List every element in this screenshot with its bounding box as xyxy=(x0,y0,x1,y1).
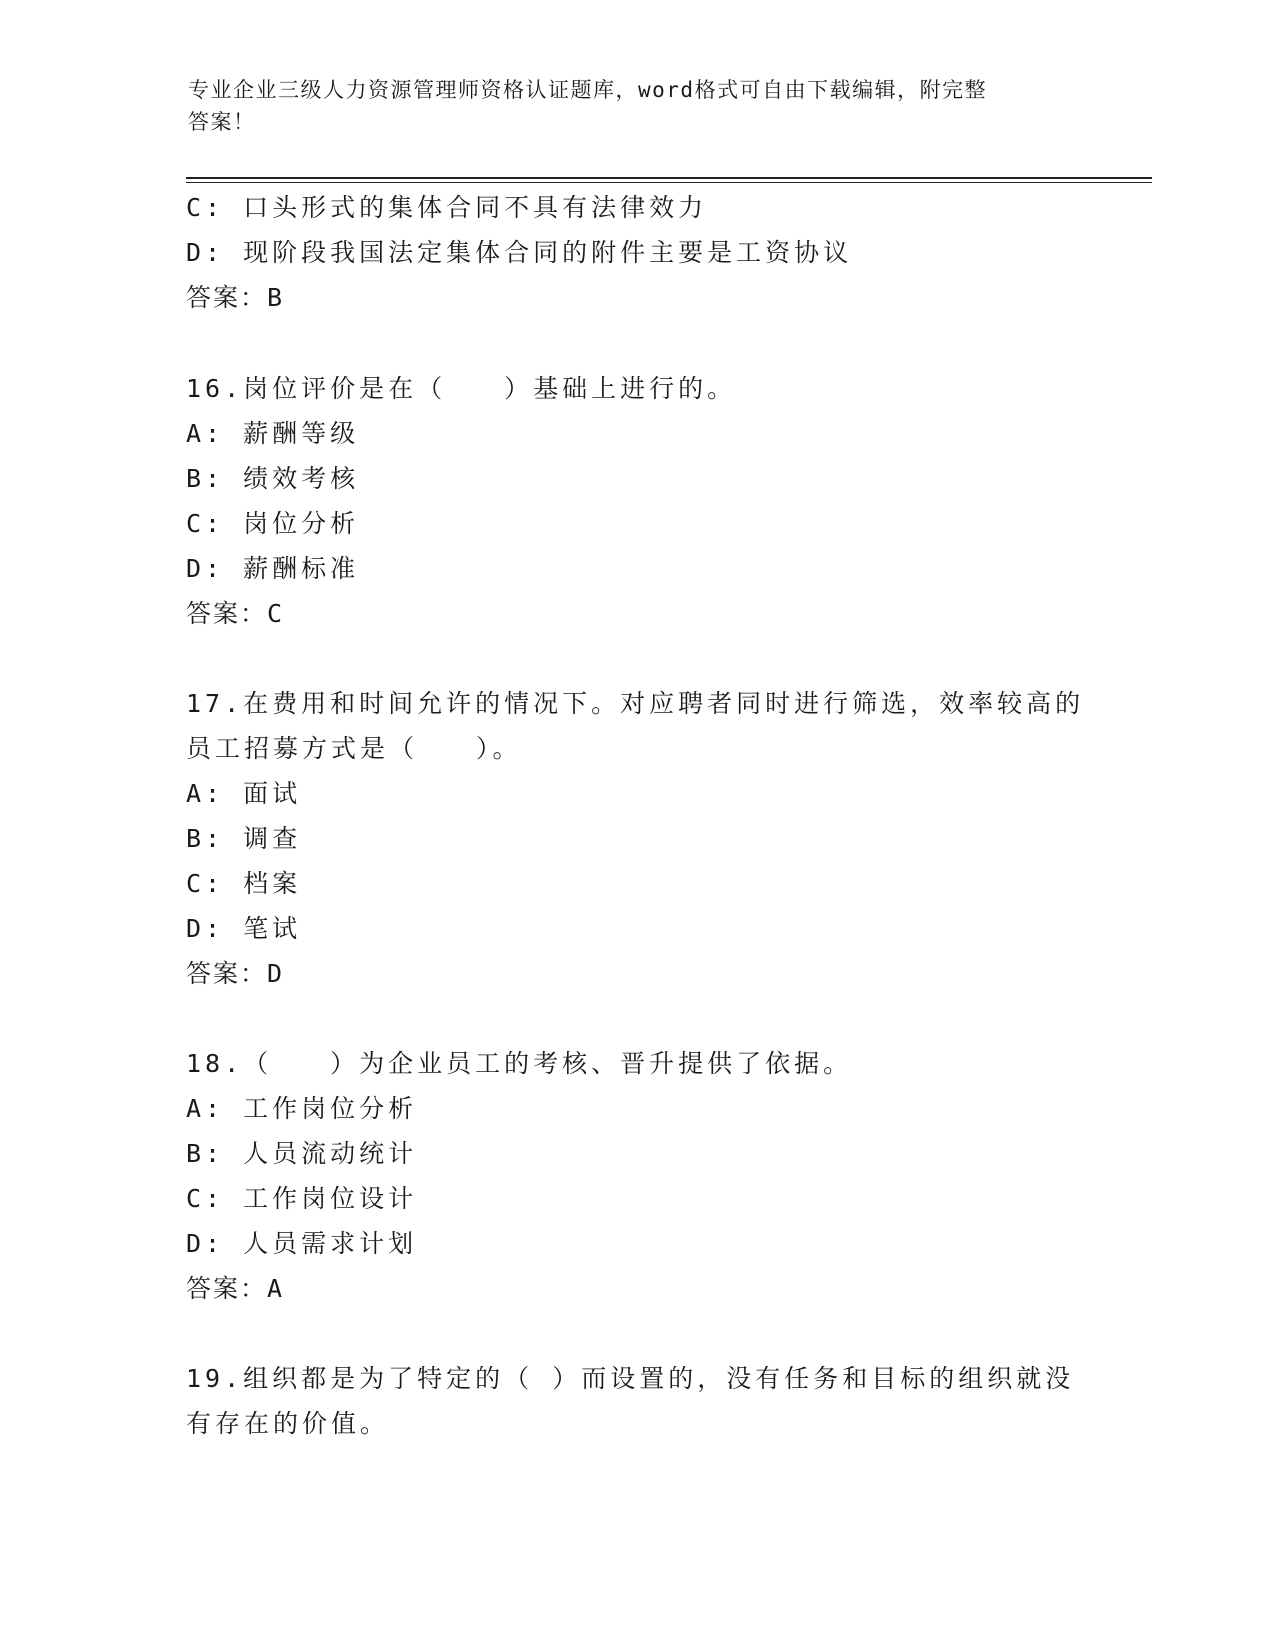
q17-option-a: A: 面试 xyxy=(186,779,302,808)
q18-option-b: B: 人员流动统计 xyxy=(186,1139,418,1168)
header-line-1: 专业企业三级人力资源管理师资格认证题库，word格式可自由下载编辑，附完整 xyxy=(188,78,988,102)
q17-stem-line-1: 17.在费用和时间允许的情况下。对应聘者同时进行筛选，效率较高的 xyxy=(186,689,1085,718)
q19-stem-line-1: 19.组织都是为了特定的（ ）而设置的，没有任务和目标的组织就没 xyxy=(186,1364,1075,1393)
prev-option-c: C: 口头形式的集体合同不具有法律效力 xyxy=(186,193,708,222)
q17-answer: 答案：D xyxy=(186,959,285,988)
header-line-2: 答案！ xyxy=(188,110,256,134)
prev-option-d: D: 现阶段我国法定集体合同的附件主要是工资协议 xyxy=(186,238,853,267)
header-divider-thick xyxy=(186,177,1152,179)
q16-option-d: D: 薪酬标准 xyxy=(186,554,360,583)
q18-answer: 答案：A xyxy=(186,1274,285,1303)
q18-stem: 18.（ ）为企业员工的考核、晋升提供了依据。 xyxy=(186,1049,853,1078)
q18-option-a: A: 工作岗位分析 xyxy=(186,1094,418,1123)
q18-option-d: D: 人员需求计划 xyxy=(186,1229,418,1258)
header-divider-thin xyxy=(186,182,1152,183)
q17-option-c: C: 档案 xyxy=(186,869,302,898)
q16-option-c: C: 岗位分析 xyxy=(186,509,360,538)
q17-option-b: B: 调查 xyxy=(186,824,302,853)
q16-option-b: B: 绩效考核 xyxy=(186,464,360,493)
prev-answer: 答案：B xyxy=(186,283,285,312)
q16-option-a: A: 薪酬等级 xyxy=(186,419,360,448)
q19-stem-line-2: 有存在的价值。 xyxy=(186,1409,390,1438)
q16-answer: 答案：C xyxy=(186,599,285,628)
q16-stem: 16.岗位评价是在（ ）基础上进行的。 xyxy=(186,374,737,403)
q17-option-d: D: 笔试 xyxy=(186,914,302,943)
q17-stem-line-2: 员工招募方式是（ ）。 xyxy=(186,734,522,763)
q18-option-c: C: 工作岗位设计 xyxy=(186,1184,418,1213)
document-header xyxy=(188,74,1088,138)
